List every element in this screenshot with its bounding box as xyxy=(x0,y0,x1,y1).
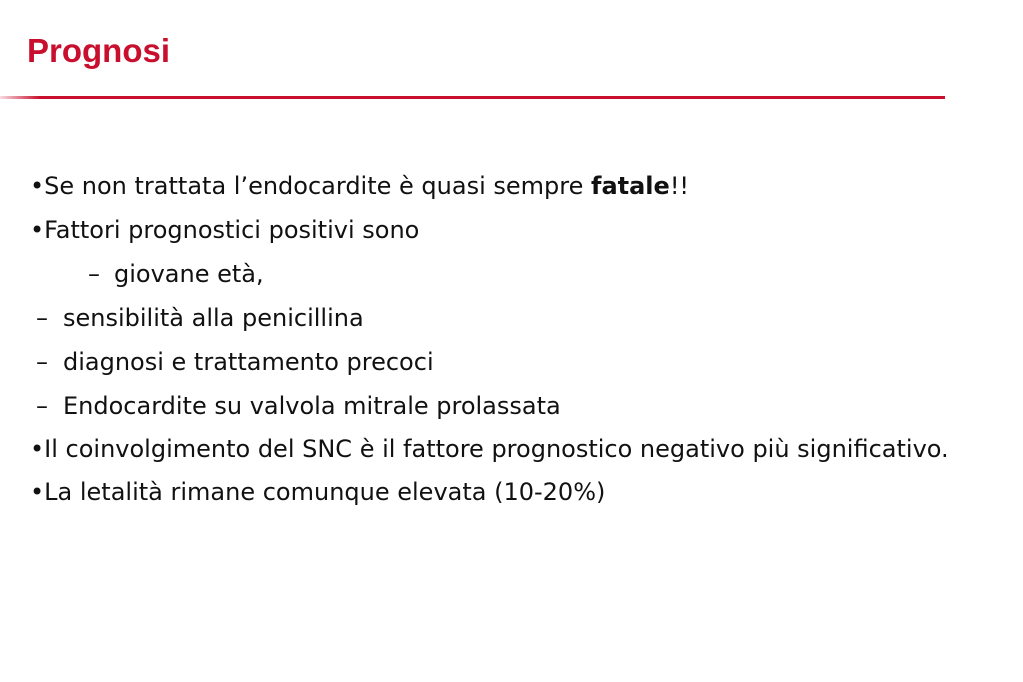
bullet-text-end: !! xyxy=(669,172,690,200)
sub-item-text: diagnosi e trattamento precoci xyxy=(63,348,434,376)
sub-item-text: giovane età, xyxy=(114,260,264,288)
bullet-marker: • xyxy=(30,478,45,506)
sub-item-early-diagnosis xyxy=(30,344,960,380)
bullet-marker: • xyxy=(30,216,45,244)
dash-marker: – xyxy=(36,348,48,376)
dash-marker: – xyxy=(36,392,48,420)
sub-item-text: Endocardite su valvola mitrale prolassata xyxy=(63,392,561,420)
sub-item-mitral-prolapse xyxy=(30,388,960,424)
slide-body xyxy=(30,168,960,518)
bullet-item-untreated-fatal xyxy=(30,168,960,204)
dash-marker: – xyxy=(36,304,48,332)
bullet-marker: • xyxy=(30,172,45,200)
slide-title: Prognosi xyxy=(27,32,171,69)
dash-marker: – xyxy=(88,260,100,288)
bullet-marker: • xyxy=(30,435,45,463)
bullet-text: Se non trattata l’endocardite è quasi sempre xyxy=(44,172,591,200)
sub-item-text: sensibilità alla penicillina xyxy=(63,304,364,332)
sub-item-penicillin-sensitivity xyxy=(30,300,960,336)
sub-item-young-age xyxy=(30,256,960,292)
title-divider xyxy=(0,96,945,99)
bullet-item-positive-factors xyxy=(30,212,960,248)
bullet-item-mortality xyxy=(30,474,960,510)
bullet-emphasis: fatale xyxy=(591,172,670,200)
bullet-text: Fattori prognostici positivi sono xyxy=(44,216,420,244)
bullet-item-cns-involvement xyxy=(30,432,960,466)
bullet-text: Il coinvolgimento del SNC è il fattore prognostico negativo più significativo. xyxy=(44,435,949,463)
bullet-text: La letalità rimane comunque elevata (10-20%) xyxy=(44,478,606,506)
